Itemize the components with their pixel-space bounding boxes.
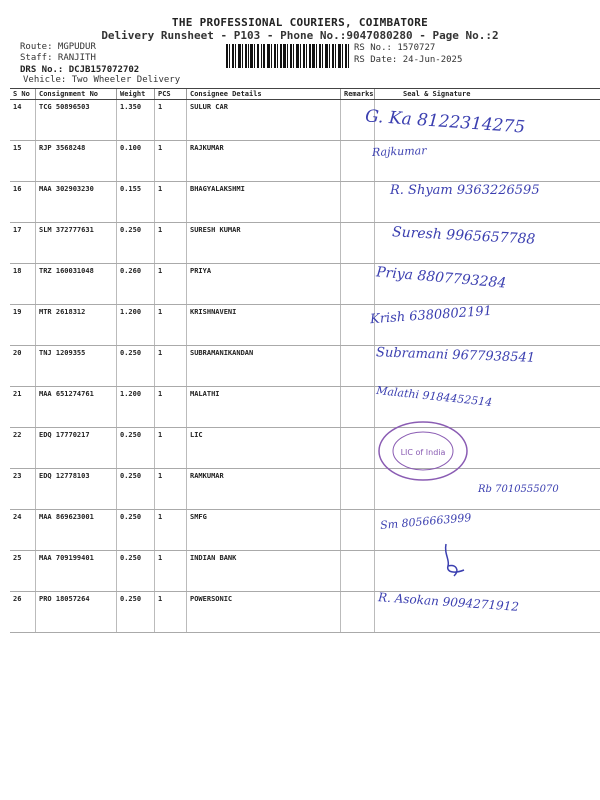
- row-pcs: 1: [155, 141, 187, 182]
- row-sno: 24: [10, 510, 36, 551]
- col-weight: Weight: [117, 89, 155, 100]
- row-consignee: SUBRAMANIKANDAN: [187, 346, 341, 387]
- row-consignee: SURESH KUMAR: [187, 223, 341, 264]
- signature-row-17: Suresh 9965657788: [391, 224, 536, 248]
- row-consignment: MAA 869623001: [36, 510, 117, 551]
- table-row: [10, 387, 600, 428]
- col-consignee: Consignee Details: [187, 89, 341, 100]
- row-consignee: BHAGYALAKSHMI: [187, 182, 341, 223]
- rs-number: RS No.: 1570727: [354, 43, 436, 53]
- col-consignment: Consignment No: [36, 89, 117, 100]
- row-consignee: PRIYA: [187, 264, 341, 305]
- row-sno: 18: [10, 264, 36, 305]
- row-consignee: KRISHNAVENI: [187, 305, 341, 346]
- row-remarks: [341, 305, 375, 346]
- row-sno: 26: [10, 592, 36, 633]
- stamp-seal: [376, 420, 470, 482]
- row-pcs: 1: [155, 182, 187, 223]
- row-sno: 17: [10, 223, 36, 264]
- row-consignment: TRZ 160031048: [36, 264, 117, 305]
- table-row: [10, 428, 600, 469]
- signature-row-16: R. Shyam 9363226595: [390, 183, 540, 198]
- row-remarks: [341, 592, 375, 633]
- row-sno: 20: [10, 346, 36, 387]
- row-consignment: TCG 50896503: [36, 100, 117, 141]
- row-weight: 0.250: [117, 551, 155, 592]
- row-pcs: 1: [155, 469, 187, 510]
- row-pcs: 1: [155, 346, 187, 387]
- table-header-row: [10, 89, 600, 100]
- row-weight: 0.155: [117, 182, 155, 223]
- row-pcs: 1: [155, 387, 187, 428]
- row-consignee: RAMKUMAR: [187, 469, 341, 510]
- row-consignment: MAA 709199401: [36, 551, 117, 592]
- row-pcs: 1: [155, 510, 187, 551]
- signature-row-26: R. Asokan 9094271912: [377, 590, 520, 614]
- row-sno: 23: [10, 469, 36, 510]
- row-consignee: RAJKUMAR: [187, 141, 341, 182]
- drs-number: DRS No.: DCJB157072702: [20, 65, 140, 75]
- row-consignment: MTR 2618312: [36, 305, 117, 346]
- staff-label: Staff: RANJITH: [20, 53, 96, 63]
- row-sno: 19: [10, 305, 36, 346]
- row-remarks: [341, 264, 375, 305]
- table-row: [10, 141, 600, 182]
- row-pcs: 1: [155, 305, 187, 346]
- row-weight: 0.250: [117, 510, 155, 551]
- row-sno: 14: [10, 100, 36, 141]
- barcode: [226, 44, 349, 68]
- col-remarks: Remarks: [341, 89, 375, 100]
- table-row: [10, 305, 600, 346]
- row-weight: 1.200: [117, 305, 155, 346]
- row-consignment: SLM 372777631: [36, 223, 117, 264]
- row-sno: 22: [10, 428, 36, 469]
- row-weight: 0.100: [117, 141, 155, 182]
- row-pcs: 1: [155, 223, 187, 264]
- row-consignee: LIC: [187, 428, 341, 469]
- row-consignment: MAA 651274761: [36, 387, 117, 428]
- row-consignment: TNJ 1209355: [36, 346, 117, 387]
- row-remarks: [341, 551, 375, 592]
- row-consignee: INDIAN BANK: [187, 551, 341, 592]
- signature-scribble-row-25: [440, 540, 470, 580]
- row-pcs: 1: [155, 264, 187, 305]
- row-remarks: [341, 223, 375, 264]
- row-weight: 0.250: [117, 592, 155, 633]
- signature-row-18: Priya 8807793284: [375, 264, 507, 292]
- row-consignee: POWERSONIC: [187, 592, 341, 633]
- signature-row-14: G. Ka 8122314275: [364, 106, 526, 138]
- stamp-text: LIC of India: [400, 448, 446, 457]
- signature-row-21: Malathi 9184452514: [375, 383, 493, 410]
- row-weight: 0.250: [117, 223, 155, 264]
- row-weight: 0.260: [117, 264, 155, 305]
- row-pcs: 1: [155, 100, 187, 141]
- row-remarks: [341, 141, 375, 182]
- row-pcs: 1: [155, 428, 187, 469]
- runsheet-title: Delivery Runsheet - P103 - Phone No.:9047080280 - Page No.:2: [101, 29, 499, 42]
- signature-row-20: Subramani 9677938541: [375, 345, 536, 366]
- row-sno: 15: [10, 141, 36, 182]
- row-consignee: SULUR CAR: [187, 100, 341, 141]
- row-weight: 1.350: [117, 100, 155, 141]
- row-consignee: SMFG: [187, 510, 341, 551]
- rs-date: RS Date: 24-Jun-2025: [354, 55, 463, 65]
- table-row: [10, 551, 600, 592]
- signature-row-23-note: Rb 7010555070: [478, 484, 559, 495]
- company-title: THE PROFESSIONAL COURIERS, COIMBATORE: [171, 16, 429, 29]
- table-row: [10, 264, 600, 305]
- row-pcs: 1: [155, 551, 187, 592]
- row-consignment: PRO 18057264: [36, 592, 117, 633]
- row-signature-cell: [375, 551, 600, 592]
- row-remarks: [341, 387, 375, 428]
- col-sno: S No: [10, 89, 36, 100]
- row-weight: 0.250: [117, 428, 155, 469]
- row-consignee: MALATHI: [187, 387, 341, 428]
- signature-row-19: Krish 6380802191: [369, 303, 493, 328]
- route-label: Route: MGPUDUR: [20, 42, 96, 52]
- row-remarks: [341, 469, 375, 510]
- table-row: [10, 510, 600, 551]
- row-remarks: [341, 346, 375, 387]
- signature-row-15: Rajkumar: [371, 144, 427, 159]
- row-consignment: EDQ 12778103: [36, 469, 117, 510]
- row-consignment: MAA 302903230: [36, 182, 117, 223]
- row-weight: 0.250: [117, 469, 155, 510]
- row-sno: 16: [10, 182, 36, 223]
- vehicle-label: Vehicle: Two Wheeler Delivery: [23, 75, 181, 85]
- row-consignment: EDQ 17770217: [36, 428, 117, 469]
- row-sno: 21: [10, 387, 36, 428]
- col-signature: Seal & Signature: [375, 89, 600, 100]
- row-sno: 25: [10, 551, 36, 592]
- row-remarks: [341, 428, 375, 469]
- row-weight: 1.200: [117, 387, 155, 428]
- signature-row-24: Sm 8056663999: [379, 511, 472, 532]
- row-pcs: 1: [155, 592, 187, 633]
- col-pcs: PCS: [155, 89, 187, 100]
- row-remarks: [341, 182, 375, 223]
- row-remarks: [341, 510, 375, 551]
- row-weight: 0.250: [117, 346, 155, 387]
- row-consignment: RJP 3568248: [36, 141, 117, 182]
